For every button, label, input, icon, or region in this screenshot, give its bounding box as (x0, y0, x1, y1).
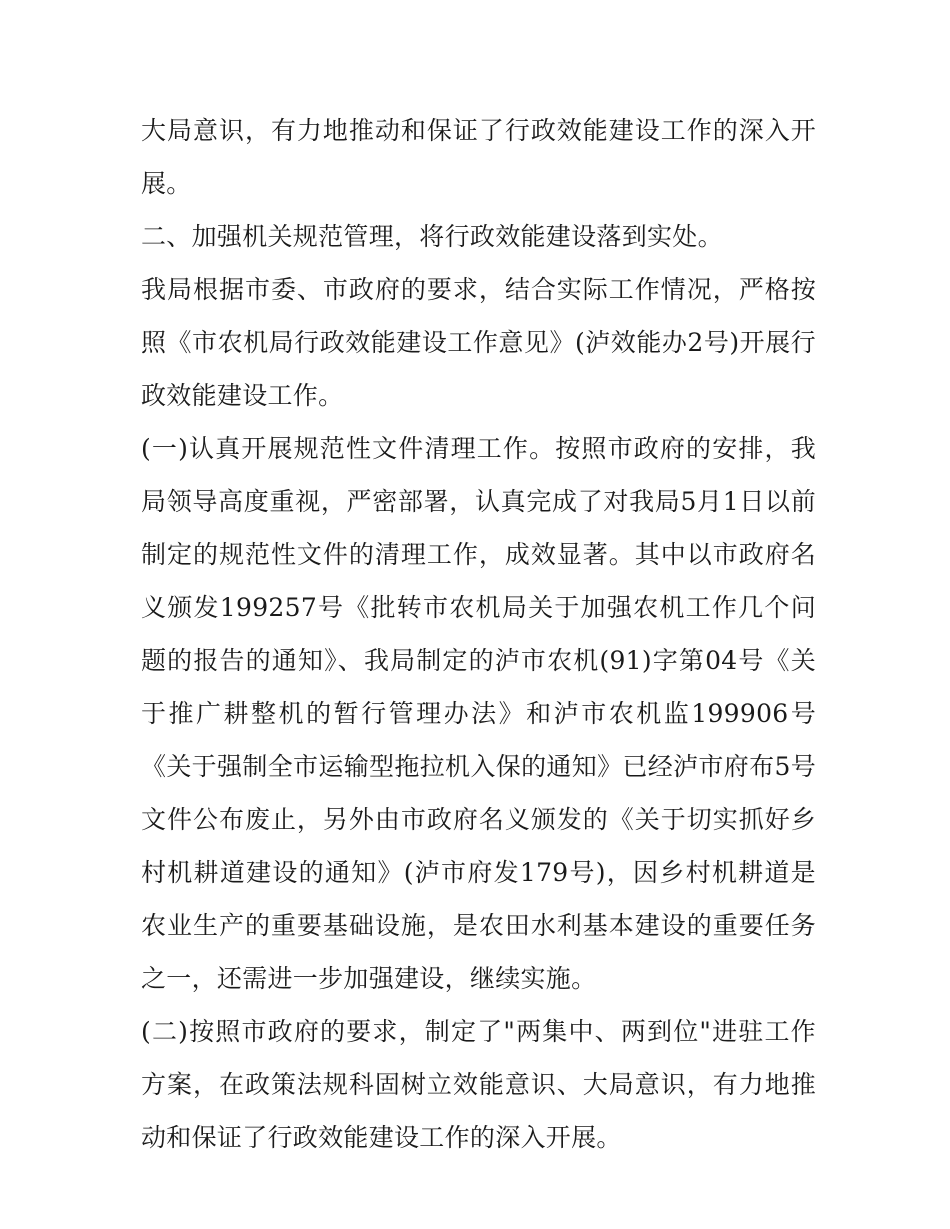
document-body (141, 104, 816, 1164)
paragraph-item-2: (二)按照市政府的要求，制定了"两集中、两到位"进驻工作方案，在政策法规科固树立效能意识、大局意识，有力地推动和保证了行政效能建设工作的深入开展。 (141, 1017, 816, 1152)
paragraph-item-1: (一)认真开展规范性文件清理工作。按照市政府的安排，我局领导高度重视，严密部署，认真完成了对我局5月1日以前制定的规范性文件的清理工作，成效显著。其中以市政府名义颁发199257号《批转市农机局关于加强农机工作几个问题的报告的通知》、我局制定的泸市农机(91)字第04号《关于推广耕整机的暂行管理办法》和泸市农机监199906号《关于强制全市运输型拖拉机入保的通知》已经泸市府布5号文件公布废止，另外由市政府名义颁发的《关于切实抓好乡村机耕道建设的通知》(泸市府发179号)，因乡村机耕道是农业生产的重要基础设施，是农田水利基本建设的重要任务之一，还需进一步加强建设，继续实施。 (141, 434, 816, 993)
section-heading-2: 二、加强机关规范管理，将行政效能建设落到实处。 (141, 222, 723, 251)
paragraph-section-2-intro: 我局根据市委、市政府的要求，结合实际工作情况，严格按照《市农机局行政效能建设工作意见》(泸效能办2号)开展行政效能建设工作。 (141, 275, 816, 410)
paragraph-intro-continuation: 大局意识，有力地推动和保证了行政效能建设工作的深入开展。 (141, 116, 816, 198)
